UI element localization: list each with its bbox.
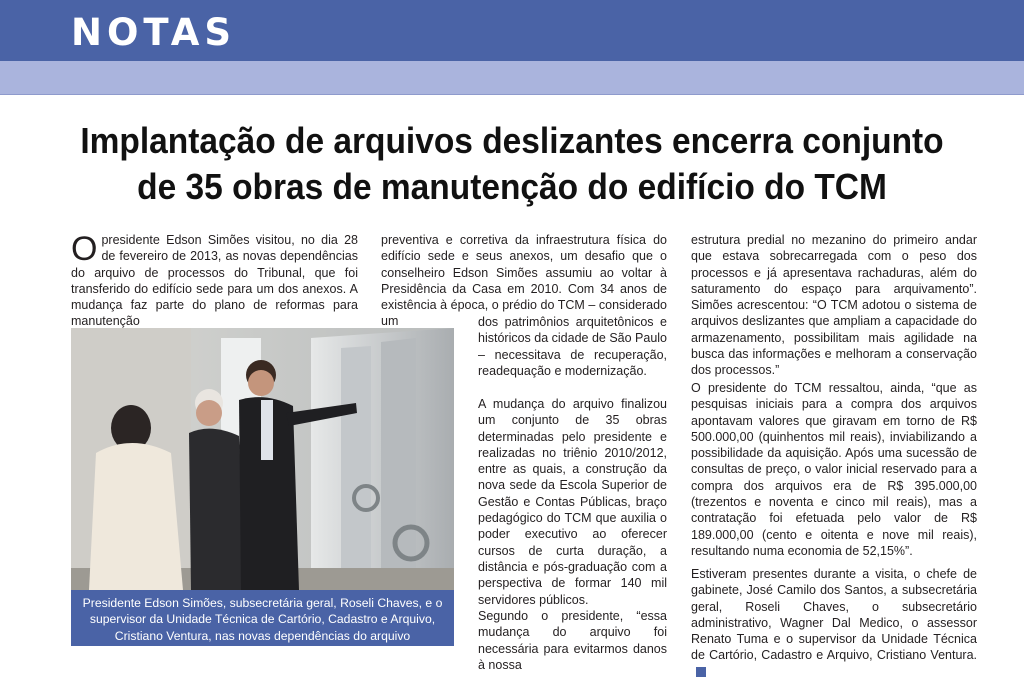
article-paragraph: O presidente do TCM ressaltou, ainda, “que as pesquisas iniciais para a compra dos arquivos apontavam valores que giravam em torno de R$ 500.000,00 (quinhentos mil reais), inviabilizando a possibilidade da aquisição. Após uma sucessão de consultas de preço, o valor inicial reservado para a compra dos arquivos era de R$ 395.000,00 (trezentos e noventa e cinco mil reais), mas a contratação foi efetuada pelo valor de R$ 189.000,00 (cento e oitenta e nove mil reais), resultando numa economia de 52,15%”. <box>691 381 977 558</box>
section-label: NOTAS <box>71 11 237 54</box>
article-paragraph: Segundo o presidente, “essa mudança do arquivo foi necessária para evitarmos danos à nossa <box>478 609 667 672</box>
drop-cap: O <box>71 230 98 268</box>
article-paragraph: A mudança do arquivo finalizou um conjunto de 35 obras determinadas pelo presidente e realizadas no triênio 2010/2012, entre as quais, a construção da nova sede da Escola Superior de Gestão e Contas Públicas, braço pedagógico do TCM que auxilia o poder executivo ao oferecer cursos de curta duração, a distância e pós-graduação com a perspectiva de formar 140 mil servidores públicos. <box>478 397 667 607</box>
paragraph-text: Estiveram presentes durante a visita, o chefe de gabinete, José Camilo dos Santos, a subsecretária geral, Roseli Chaves, o subsecretário administrativo, Wagner Dal Medico, o assessor Renato Tuma e o supervisor da Unidade Técnica de Cartório, Cadastro e Arquivo, Cristiano Ventura. <box>691 567 977 663</box>
archive-photo-illustration <box>71 328 454 590</box>
end-mark-icon <box>696 667 706 677</box>
article-paragraph <box>71 232 358 330</box>
header-band <box>0 0 1024 61</box>
article-paragraph: preventiva e corretiva da infraestrutura física do edifício sede e seus anexos, um desafio que o conselheiro Edson Simões assumiu ao voltar à Presidência da Casa em 2010. Com 34 anos de existência à época, o prédio do TCM – considerado um <box>381 233 667 329</box>
article-photo <box>71 328 454 590</box>
article-headline: Implantação de arquivos deslizantes encerra conjunto de 35 obras de manutenção do edifício do TCM <box>80 120 944 207</box>
article-paragraph <box>691 566 977 680</box>
header-subband <box>0 61 1024 95</box>
article-paragraph: estrutura predial no mezanino do primeiro andar que estava sobrecarregada com o peso dos processos e já apresentava rachaduras, além do saturamento do espaço para arquivamento”. Simões acrescentou: “O TCM adotou o sistema de arquivos deslizantes que ampliam a capacidade do armazenamento, possibilitam mais agilidade na busca das informações e melhoram a conservação dos processos.” <box>691 233 977 378</box>
photo-caption: Presidente Edson Simões, subsecretária geral, Roseli Chaves, e o supervisor da Unidade Técnica de Cartório, Cadastro e Arquivo, Cristiano Ventura, nas novas dependências do arquivo <box>71 590 454 646</box>
article-paragraph: dos patrimônios arquitetônicos e históricos da cidade de São Paulo – necessitava de recuperação, readequação e modernização. <box>478 315 668 378</box>
paragraph-text: presidente Edson Simões visitou, no dia 28 de fevereiro de 2013, as novas dependências do arquivo de processos do Tribunal, que foi transferido do edifício sede para um dos anexos. A mudança faz parte do plano de reformas para manutenção <box>71 233 358 329</box>
